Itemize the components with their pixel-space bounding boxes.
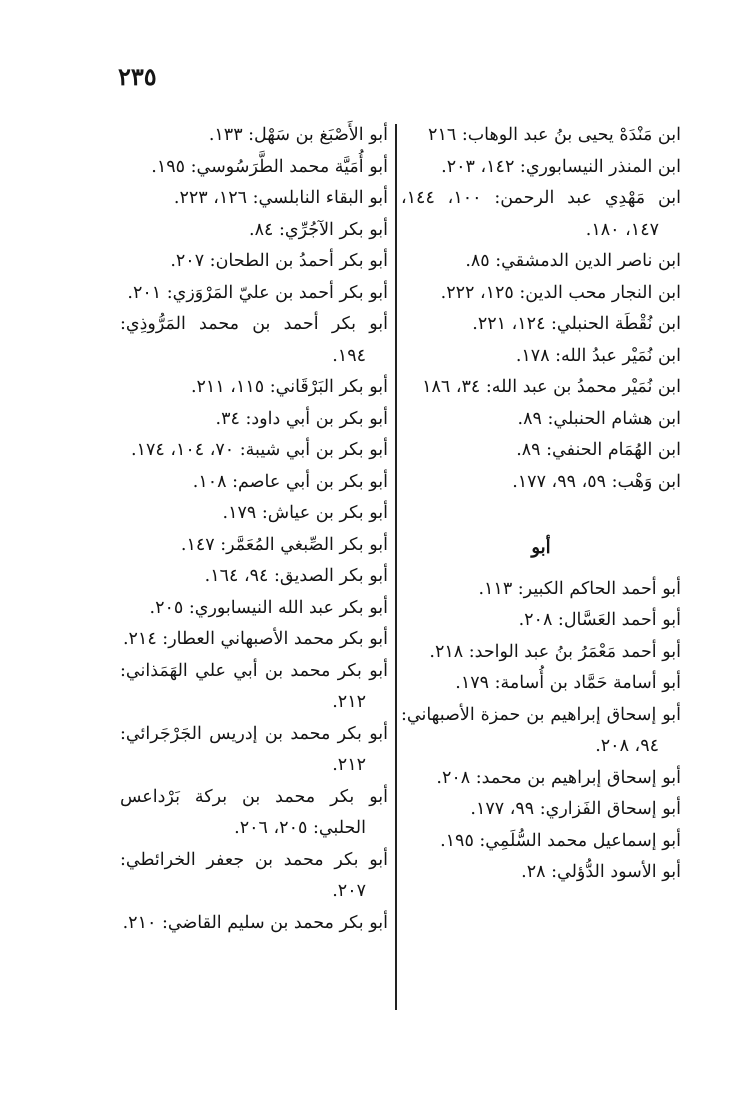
index-entry: أبو بكر محمد بن جعفر الخرائطي: ٢٠٧.: [120, 849, 388, 901]
page-number: ٢٣٥: [118, 62, 157, 91]
index-entry: أبو بكر بن أبي داود: ٣٤.: [215, 408, 388, 429]
index-entry: أبو بكر محمد بن أبي علي الهَمَذاني: ٢١٢.: [120, 660, 388, 712]
index-entry: أبو بكر بن أبي عاصم: ١٠٨.: [192, 471, 388, 492]
index-entry: ابن النجار محب الدين: ١٢٥، ٢٢٢.: [440, 282, 681, 303]
index-entry: ابن نُمَيْر عبدُ الله: ١٧٨.: [515, 345, 681, 366]
index-entry: أبو الأسود الدُّؤلي: ٢٨.: [521, 862, 681, 882]
index-entry: أبو أحمد الحاكم الكبير: ١١٣.: [478, 578, 681, 599]
index-entry: أبو بكر أحمد بن عليّ المَرْوَزي: ٢٠١.: [127, 282, 388, 303]
index-entry: أبو بكر عبد الله النيسابوري: ٢٠٥.: [149, 597, 388, 618]
index-entry: ابن مَنْدَهْ يحيى بنُ عبد الوهاب: ٢١٦: [428, 125, 681, 145]
index-entry: ابن الهُمَام الحنفي: ٨٩.: [516, 440, 681, 460]
index-entry: أبو إسحاق الفَزاري: ٩٩، ١٧٧.: [470, 799, 681, 819]
index-entry: أبو أسامة حَمَّاد بن أُسامة: ١٧٩.: [455, 673, 681, 693]
index-entry: أبو أحمد مَعْمَرُ بنُ عبد الواحد: ٢١٨.: [429, 641, 681, 662]
index-entry: أبو إسحاق إبراهيم بن حمزة الأصبهاني: ٩٤، ٢٠٨.: [401, 704, 681, 756]
index-entry: أبو بكر بن عياش: ١٧٩.: [222, 503, 388, 523]
column-divider: [395, 124, 397, 1010]
entries-abu: [401, 574, 681, 889]
index-entry: أبو بكر محمد الأصبهاني العطار: ٢١٤.: [122, 629, 388, 649]
index-entry: أبو إسماعيل محمد السُّلَمِي: ١٩٥.: [440, 830, 681, 851]
index-entry: أبو البقاء النابلسي: ١٢٦، ٢٢٣.: [173, 188, 388, 208]
index-entry: أبو أحمد العَسَّال: ٢٠٨.: [518, 610, 681, 630]
index-entry: أبو بكر الصديق: ٩٤، ١٦٤.: [204, 566, 388, 586]
index-entry: أبو بكر الآجُرِّي: ٨٤.: [249, 219, 388, 240]
index-entry: ابن نُقْطَة الحنبلي: ١٢٤، ٢٢١.: [472, 314, 681, 334]
index-entry: ابن نُمَيْر محمدُ بن عبد الله: ٣٤، ١٨٦: [422, 377, 681, 397]
index-entry: ابن وَهْب: ٥٩، ٩٩، ١٧٧.: [512, 471, 681, 492]
index-entry: أبو بكر أحمدُ بن الطحان: ٢٠٧.: [170, 251, 388, 271]
index-entry: ابن المنذر النيسابوري: ١٤٢، ٢٠٣.: [441, 156, 681, 177]
index-entry: أبو بكر محمد بن بركة بَرْداعس الحلبي: ٢٠٥، ٢٠٦.: [120, 786, 388, 838]
index-entry: أبو بكر بن أبي شيبة: ٧٠، ١٠٤، ١٧٤.: [130, 440, 388, 460]
index-entry: أبو بكر محمد بن سليم القاضي: ٢١٠.: [122, 912, 388, 933]
index-column-right: [401, 120, 681, 889]
index-entry: أبو بكر محمد بن إدريس الجَرْجَرائي: ٢١٢.: [120, 723, 388, 775]
index-entry: أبو أُمَيَّة محمد الطَّرَسُوسي: ١٩٥.: [151, 156, 388, 177]
index-entry: أبو بكر أحمد بن محمد المَرُّوذِي: ١٩٤.: [120, 314, 388, 366]
index-column-left: [120, 120, 388, 939]
index-entry: ابن هشام الحنبلي: ٨٩.: [517, 408, 681, 429]
entries-abu-continued: [120, 120, 388, 939]
index-entry: ابن مَهْدِي عبد الرحمن: ١٠٠، ١٤٤، ١٤٧، ١٨٠.: [401, 188, 681, 240]
index-entry: أبو بكر الصِّبغي المُعَمَّر: ١٤٧.: [180, 534, 388, 555]
section-heading: أبو: [531, 537, 551, 558]
entries-ibn: [401, 120, 681, 498]
index-entry: ابن ناصر الدين الدمشقي: ٨٥.: [465, 251, 681, 271]
index-entry: أبو إسحاق إبراهيم بن محمد: ٢٠٨.: [436, 767, 681, 788]
index-entry: أبو الأَصْبَغ بن سَهْل: ١٣٣.: [208, 125, 388, 145]
index-entry: أبو بكر البَرْقَاني: ١١٥، ٢١١.: [190, 377, 388, 397]
